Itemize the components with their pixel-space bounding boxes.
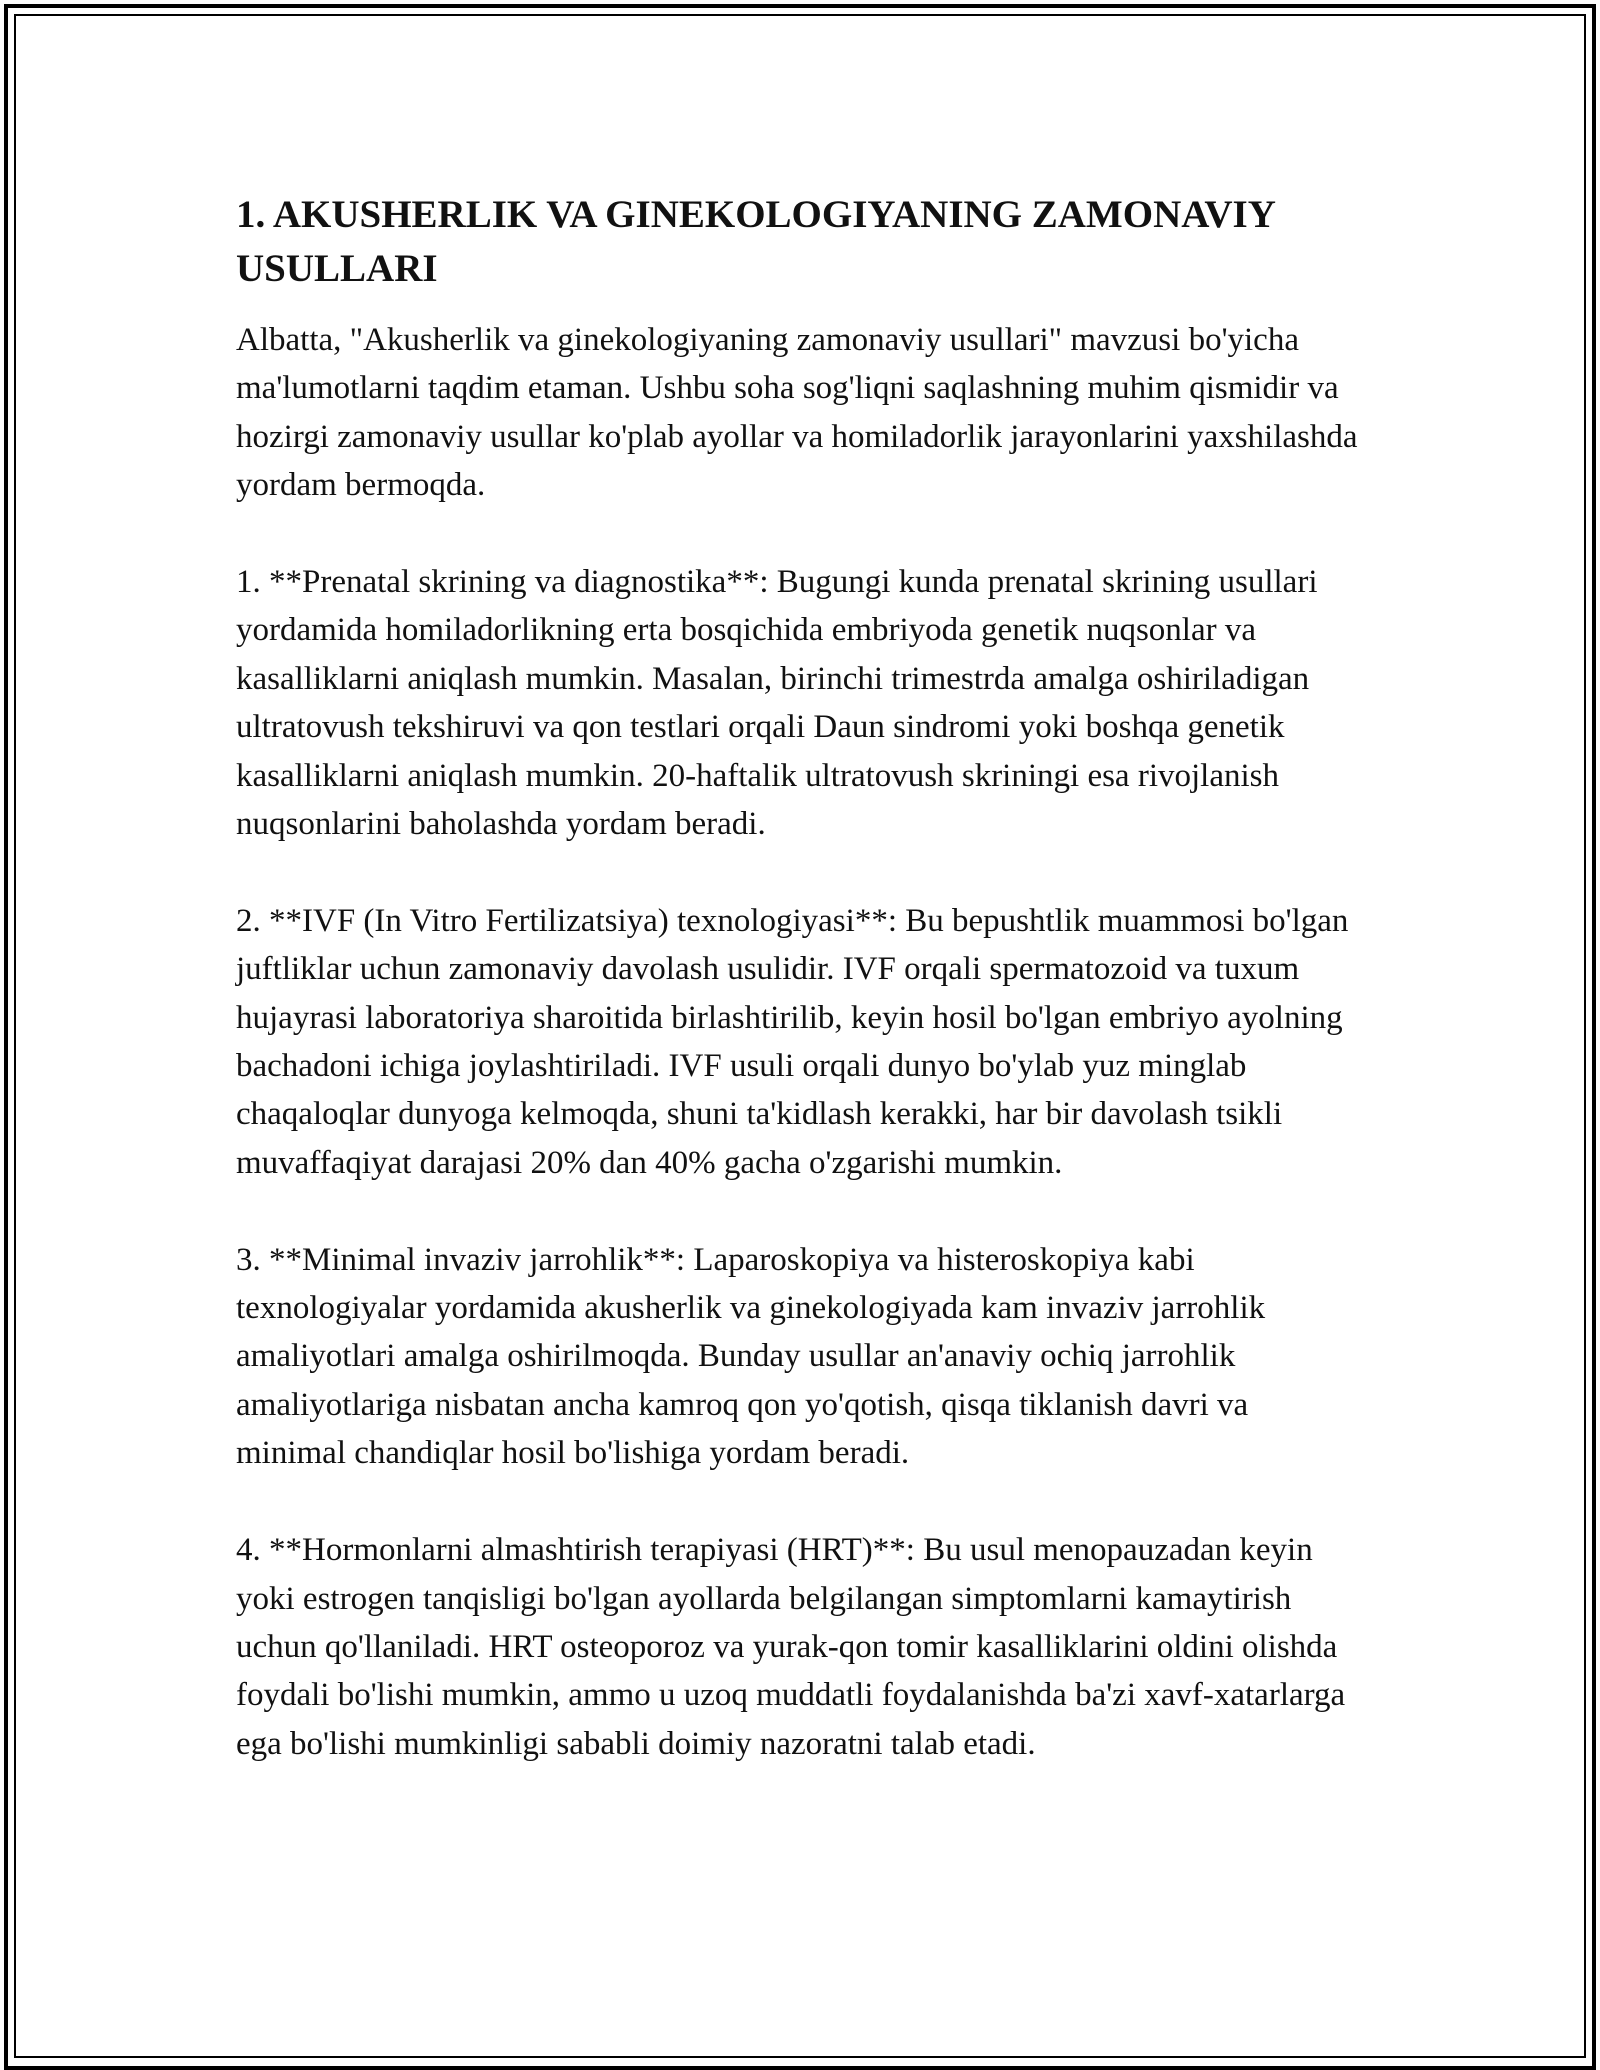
document-title: 1. AKUSHERLIK VA GINEKOLOGIYANING ZAMONAVIY USULLARI — [236, 193, 1275, 290]
intro-paragraph: Albatta, "Akusherlik va ginekologiyaning zamonaviy usullari" mavzusi bo'yicha ma'lumotlarni taqdim etaman. Ushbu soha sog'liqni saqlashning muhim qismidir va hozirgi zamonaviy usullar ko'plab ayollar va homiladorlik jarayonlarini yaxshilashda yordam bermoqda. — [236, 322, 1358, 504]
paragraph-prenatal-screening: 1. **Prenatal skrining va diagnostika**: Bugungi kunda prenatal skrining usullari yordamida homiladorlikning erta bosqichida embriyoda genetik nuqsonlar va kasalliklarni aniqlash mumkin. Masalan, birinchi trimestrda amalga oshiriladigan ultratovush tekshiruvi va qon testlari orqali Daun sindromi yoki boshqa genetik kasalliklarni aniqlash mumkin. 20-haftalik ultratovush skriningi esa rivojlanish nuqsonlarini baholashda yordam beradi. — [236, 564, 1318, 843]
paragraph-minimally-invasive-surgery: 3. **Minimal invaziv jarrohlik**: Laparoskopiya va histeroskopiya kabi texnologiyalar yordamida akusherlik va ginekologiyada kam invaziv jarrohlik amaliyotlari amalga oshirilmoqda. Bunday usullar an'anaviy ochiq jarrohlik amaliyotlariga nisbatan ancha kamroq qon yo'qotish, qisqa tiklanish davri va minimal chandiqlar hosil bo'lishiga yordam beradi. — [236, 1241, 1266, 1472]
paragraph-ivf: 2. **IVF (In Vitro Fertilizatsiya) texnologiyasi**: Bu bepushtlik muammosi bo'lgan juftliklar uchun zamonaviy davolash usulidir. IVF orqali spermatozoid va tuxum hujayrasi laboratoriya sharoitida birlashtirilib, keyin hosil bo'lgan embriyo ayolning bachadoni ichiga joylashtiriladi. IVF usuli orqali dunyo bo'ylab yuz minglab chaqaloqlar dunyoga kelmoqda, shuni ta'kidlash kerakki, har bir davolash tsikli muvaffaqiyat darajasi 20% dan 40% gacha o'zgarishi mumkin. — [236, 902, 1349, 1181]
paragraph-hrt: 4. **Hormonlarni almashtirish terapiyasi (HRT)**: Bu usul menopauzadan keyin yoki estrogen tanqisligi bo'lgan ayollarda belgilangan simptomlarni kamaytirish uchun qo'llaniladi. HRT osteoporoz va yurak-qon tomir kasalliklarini oldini olishda foydali bo'lishi mumkin, ammo u uzoq muddatli foydalanishda ba'zi xavf-xatarlarga ega bo'lishi mumkinligi sababli doimiy nazoratni talab etadi. — [236, 1532, 1346, 1762]
document-body — [236, 188, 1366, 1817]
